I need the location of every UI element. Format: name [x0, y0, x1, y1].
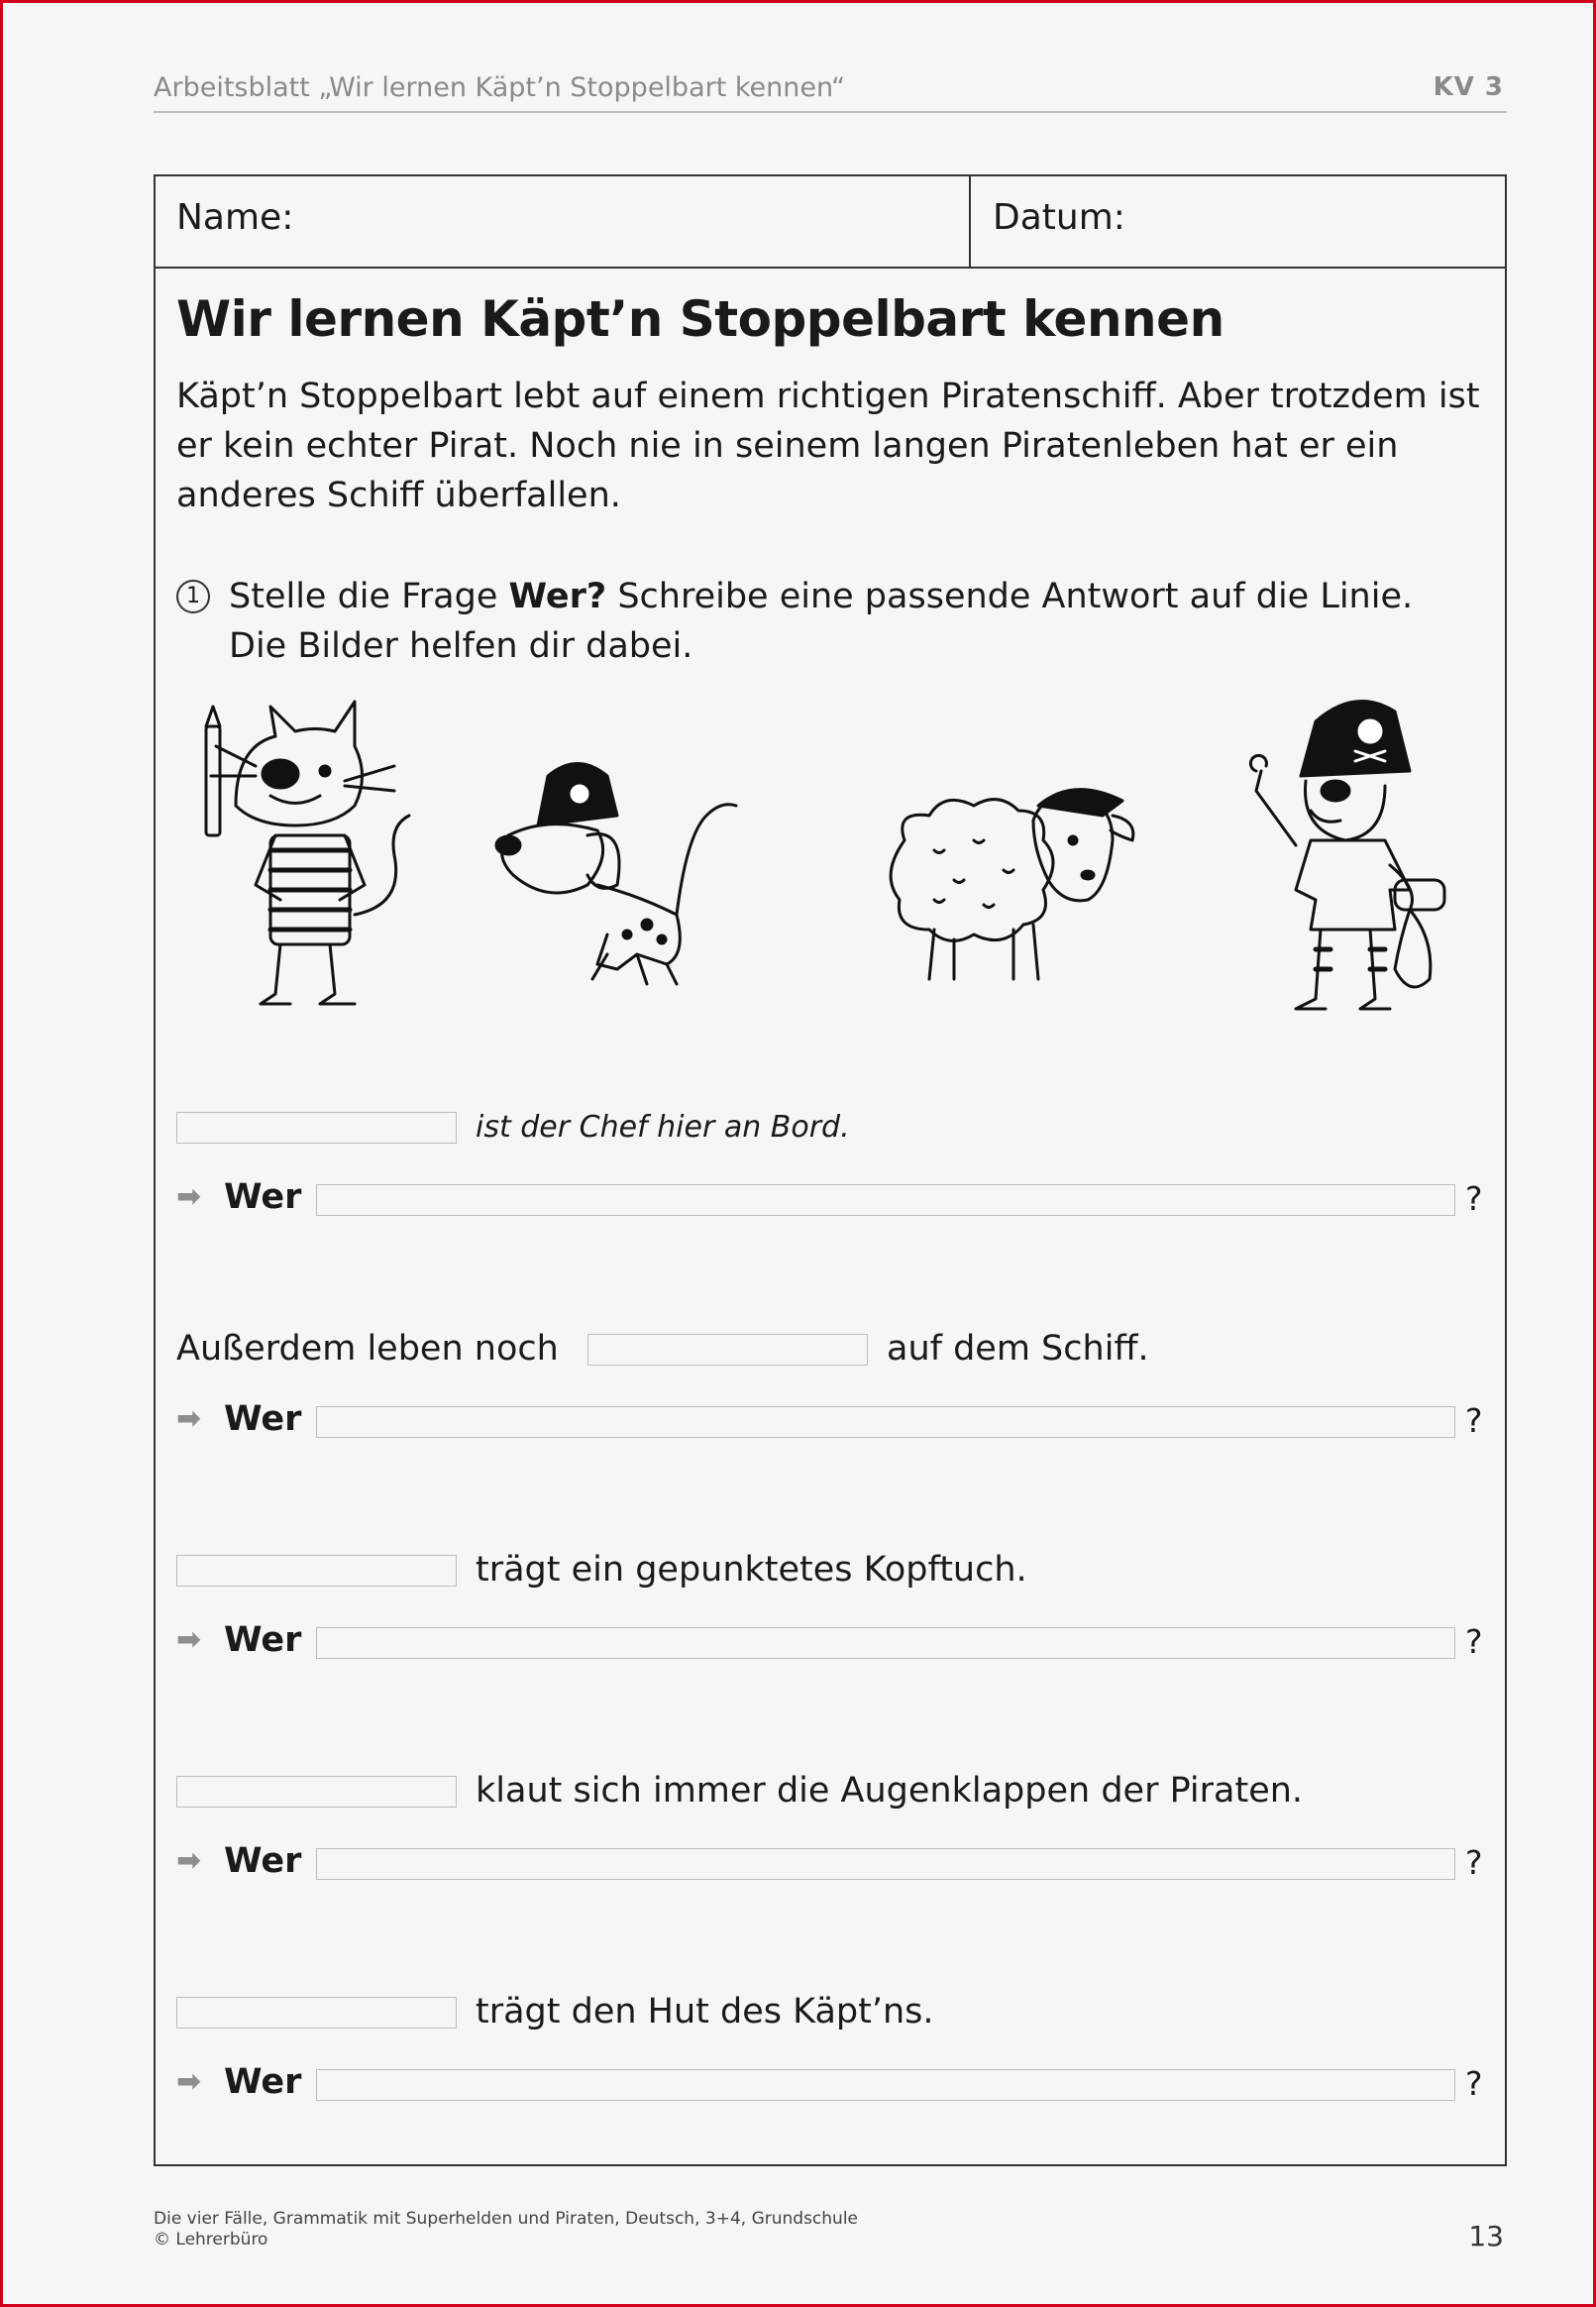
footer-line1: Die vier Fälle, Grammatik mit Superhelden und Piraten, Deutsch, 3+4, Grundschule — [154, 2209, 859, 2229]
name-date-divider — [969, 174, 971, 267]
question-line[interactable] — [316, 1406, 1455, 1438]
page-number: 13 — [1468, 2220, 1504, 2252]
task-number: 1 — [176, 580, 210, 613]
arrow-icon: ➡ — [176, 2064, 202, 2099]
sentence-prefix: Außerdem leben noch — [176, 1329, 559, 1369]
wer-label: Wer — [224, 1399, 302, 1439]
header-title: Arbeitsblatt „Wir lernen Käpt’n Stoppelbart kennen“ — [154, 72, 846, 103]
sheep-bandana-icon — [875, 781, 1142, 989]
answer-blank[interactable] — [176, 1997, 457, 2029]
question-line[interactable] — [316, 1627, 1455, 1659]
dog-pirate-icon — [488, 756, 746, 994]
arrow-icon: ➡ — [176, 1622, 202, 1657]
question-line[interactable] — [316, 2069, 1455, 2101]
name-field-label: Name: — [176, 197, 294, 238]
footer-line2: © Lehrerbüro — [154, 2230, 268, 2250]
wer-label: Wer — [224, 1620, 302, 1660]
wer-label: Wer — [224, 1177, 302, 1217]
header-divider — [154, 111, 1507, 113]
name-row-divider — [154, 267, 1507, 269]
question-line[interactable] — [316, 1184, 1455, 1216]
sentence-text: trägt ein gepunktetes Kopftuch. — [476, 1550, 1027, 1590]
cat-pirate-icon — [196, 687, 424, 1024]
question-mark: ? — [1465, 1622, 1483, 1661]
task-instruction — [229, 572, 1497, 671]
footer-credit — [154, 2209, 858, 2251]
question-mark: ? — [1465, 2064, 1483, 2103]
wer-label: Wer — [224, 2062, 302, 2102]
task-text-line2: Die Bilder helfen dir dabei. — [229, 626, 693, 666]
question-mark: ? — [1465, 1179, 1483, 1218]
question-mark: ? — [1465, 1843, 1483, 1882]
arrow-icon: ➡ — [176, 1179, 202, 1214]
question-line[interactable] — [316, 1848, 1455, 1880]
worksheet-code: KV 3 — [1433, 72, 1504, 102]
sentence-text: ist der Chef hier an Bord. — [476, 1110, 850, 1145]
wer-label: Wer — [224, 1841, 302, 1881]
arrow-icon: ➡ — [176, 1401, 202, 1436]
worksheet-title: Wir lernen Käpt’n Stoppelbart kennen — [176, 290, 1224, 348]
answer-blank[interactable] — [176, 1555, 457, 1587]
task-text-before: Stelle die Frage — [229, 577, 498, 616]
task-text-bold: Wer? — [508, 577, 607, 616]
answer-blank[interactable] — [176, 1112, 457, 1144]
answer-blank[interactable] — [587, 1334, 868, 1366]
intro-text: Käpt’n Stoppelbart lebt auf einem richtigen Piratenschiff. Aber trotzdem ist er kein echter Pirat. Noch nie in seinem langen Piratenleben hat er ein anderes Schiff überfallen. — [176, 377, 1480, 515]
arrow-icon: ➡ — [176, 1843, 202, 1878]
answer-blank[interactable] — [176, 1776, 457, 1808]
pirate-captain-icon — [1236, 692, 1454, 1024]
sentence-text: auf dem Schiff. — [887, 1329, 1149, 1369]
date-field-label: Datum: — [993, 197, 1125, 238]
question-mark: ? — [1465, 1401, 1483, 1440]
sentence-text: klaut sich immer die Augenklappen der Piraten. — [476, 1771, 1304, 1811]
task-text-after: Schreibe eine passende Antwort auf die Linie. — [617, 577, 1414, 616]
sentence-text: trägt den Hut des Käpt’ns. — [476, 1992, 934, 2032]
